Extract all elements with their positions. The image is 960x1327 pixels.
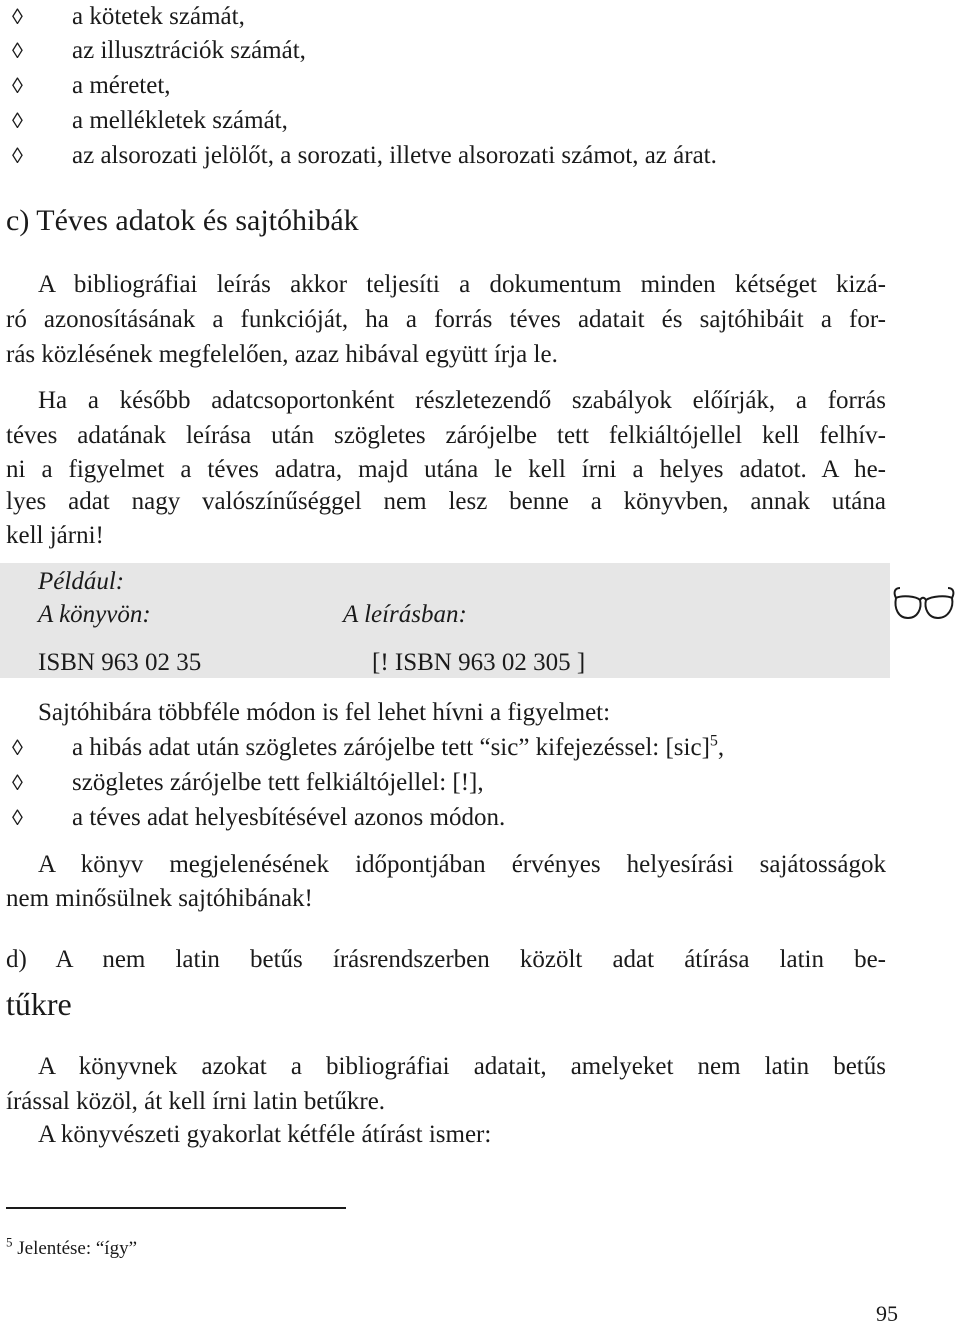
- example-col1-header: A könyvön:: [38, 601, 151, 628]
- example-col1-value: ISBN 963 02 35: [38, 649, 202, 676]
- bullet-marker: ◊: [12, 4, 23, 29]
- list-item: a téves adat helyesbítésével azonos módon.: [72, 804, 506, 831]
- glasses-icon: [892, 586, 958, 626]
- paragraph-line: A könyv megjelenésének időpontjában érvényes helyesírási sajátosságok: [38, 851, 886, 878]
- list-item: az alsorozati jelölőt, a sorozati, illetve alsorozati számot, az árat.: [72, 142, 717, 169]
- footnote-number: 5: [6, 1234, 13, 1250]
- typo-intro: Sajtóhibára többféle módon is fel lehet hívni a figyelmet:: [38, 699, 611, 726]
- section-d-heading-cont: tűkre: [6, 986, 72, 1022]
- list-item-punct: ,: [717, 734, 725, 761]
- bullet-marker: ◊: [12, 805, 23, 830]
- list-item: a mellékletek számát,: [72, 107, 288, 134]
- bullet-marker: ◊: [12, 73, 23, 98]
- paragraph-line: rás közlésének megfelelően, azaz hibával együtt írja le.: [6, 341, 558, 368]
- footnote: [6, 1236, 137, 1262]
- footnote-separator: [6, 1207, 346, 1209]
- paragraph-line: ni a figyelmet a téves adatra, majd utána le kell írni a helyes adatot. A he-: [6, 456, 886, 483]
- paragraph-line: ró azonosításának a funkcióját, ha a forrás téves adatait és sajtóhibáit a for-: [6, 306, 886, 333]
- list-item: a kötetek számát,: [72, 3, 245, 30]
- page-number: 95: [876, 1301, 898, 1326]
- footnote-text: Jelentése: “így”: [12, 1238, 138, 1259]
- paragraph-line: A könyvnek azokat a bibliográfiai adatait, amelyeket nem latin betűs: [38, 1053, 886, 1080]
- paragraph-line: nem minősülnek sajtóhibának!: [6, 885, 313, 912]
- list-item-text: a hibás adat után szögletes zárójelbe tett “sic” kifejezéssel: [sic]: [72, 734, 710, 761]
- footnote-ref: 5: [709, 732, 718, 750]
- paragraph-line: lyes adat nagy valószínűséggel nem lesz benne a könyvben, annak utána: [6, 488, 886, 515]
- paragraph-line: A könyvészeti gyakorlat kétféle átírást ismer:: [38, 1121, 492, 1148]
- paragraph-line: Ha a később adatcsoportonként részletezendő szabályok előírják, a forrás: [38, 387, 886, 414]
- example-label: Például:: [38, 568, 125, 595]
- paragraph-line: kell járni!: [6, 522, 104, 549]
- bullet-marker: ◊: [12, 143, 23, 168]
- list-item: az illusztrációk számát,: [72, 37, 306, 64]
- example-col2-header: A leírásban:: [343, 601, 467, 628]
- bullet-marker: ◊: [12, 770, 23, 795]
- list-item: szögletes zárójelbe tett felkiáltójellel: [!],: [72, 769, 484, 796]
- example-col2-value: [! ISBN 963 02 305 ]: [372, 649, 586, 676]
- paragraph-line: írással közöl, át kell írni latin betűkre.: [6, 1088, 386, 1115]
- bullet-marker: ◊: [12, 38, 23, 63]
- bullet-marker: ◊: [12, 108, 23, 133]
- paragraph-line: téves adatának leírása után szögletes zárójelbe tett felkiáltójellel kell felhív-: [6, 422, 886, 449]
- list-item: a méretet,: [72, 72, 171, 99]
- section-c-heading: c) Téves adatok és sajtóhibák: [6, 204, 359, 237]
- list-item: [72, 731, 724, 765]
- section-d-heading: d) A nem latin betűs írásrendszerben közölt adat átírása latin be-: [6, 946, 886, 973]
- paragraph-line: A bibliográfiai leírás akkor teljesíti a dokumentum minden kétséget kizá-: [38, 271, 886, 298]
- bullet-marker: ◊: [12, 735, 23, 760]
